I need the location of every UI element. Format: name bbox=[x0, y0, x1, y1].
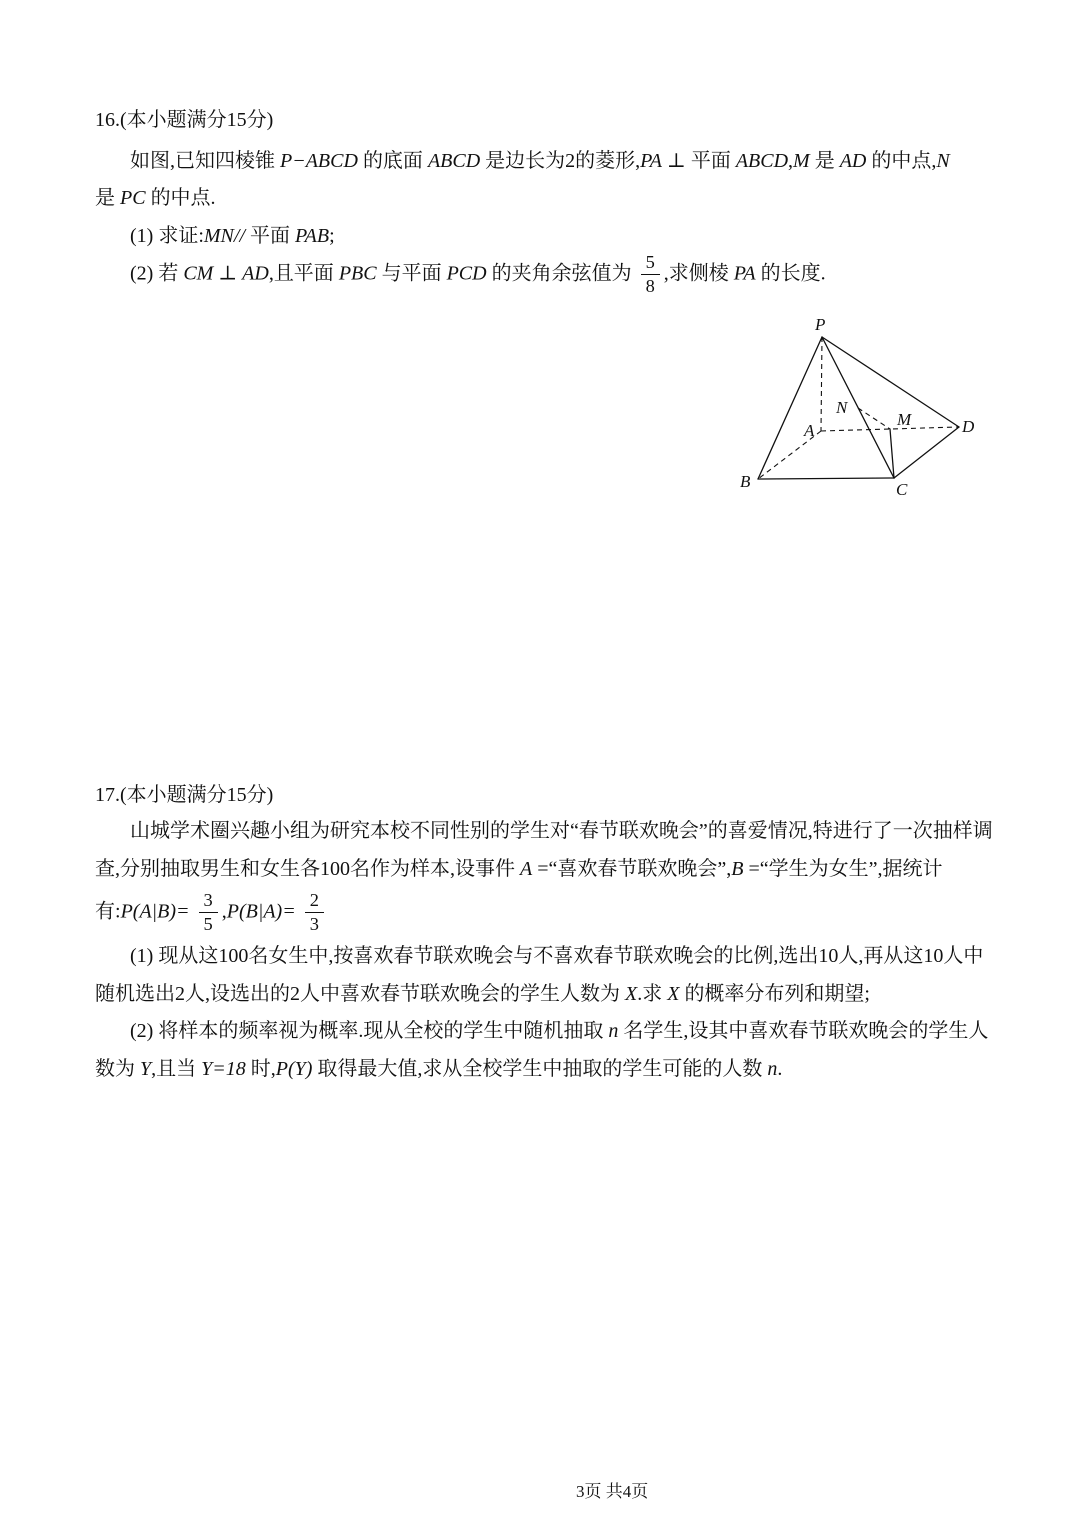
pyramid-hidden-edges bbox=[758, 337, 959, 479]
problem17-intro-line2: 查,分别抽取男生和女生各100名作为样本,设事件 A =“喜欢春节联欢晚会”,B =“学生为女生”,据统计 bbox=[95, 858, 943, 880]
problem17-part2-line1: (2) 将样本的频率视为概率.现从全校的学生中随机抽取 n 名学生,设其中喜欢春节联欢晚会的学生人 bbox=[130, 1020, 989, 1042]
vertex-label-C: C bbox=[896, 480, 908, 499]
midpoint-label-N: N bbox=[836, 398, 848, 417]
vertex-label-P: P bbox=[815, 315, 826, 334]
problem17-part1-line2: 随机选出2人,设选出的2人中喜欢春节联欢晚会的学生人数为 X.求 X 的概率分布列和期望; bbox=[95, 983, 870, 1005]
page-footer: 3页 共4页 bbox=[576, 1482, 649, 1501]
problem16-part2: (2) 若 CM ⊥ AD,且平面 PBC 与平面 PCD 的夹角余弦值为 $\frac{5}{8}$ ,求侧棱 PA 的长度. bbox=[130, 252, 826, 297]
problem17-intro-line3: 有:P(A|B)= $\frac{3}{5}$ ,P(B|A)= $\frac{2}{3}$ bbox=[95, 890, 328, 935]
vertex-label-B: B bbox=[740, 472, 751, 491]
problem16-intro-line1: 如图,已知四棱锥 P−ABCD 的底面 ABCD 是边长为2的菱形,PA ⊥ 平面 ABCD,M 是 AD 的中点,N bbox=[130, 150, 950, 172]
pyramid-figure bbox=[720, 315, 990, 510]
problem16-part1: (1) 求证:MN// 平面 PAB; bbox=[130, 225, 335, 247]
problem17-heading: 17.(本小题满分15分) bbox=[95, 784, 274, 806]
problem17-part1-line1: (1) 现从这100名女生中,按喜欢春节联欢晚会与不喜欢春节联欢晚会的比例,选出10人,再从这10人中 bbox=[130, 945, 984, 967]
vertex-label-A: A bbox=[804, 421, 815, 440]
vertex-label-D: D bbox=[962, 417, 975, 436]
midpoint-label-M: M bbox=[897, 410, 912, 429]
problem16-heading: 16.(本小题满分15分) bbox=[95, 109, 274, 131]
problem17-intro-line1: 山城学术圈兴趣小组为研究本校不同性别的学生对“春节联欢晚会”的喜爱情况,特进行了一次抽样调 bbox=[130, 820, 993, 842]
problem16-intro-line2: 是 PC 的中点. bbox=[95, 187, 216, 209]
problem17-part2-line2: 数为 Y,且当 Y=18 时,P(Y) 取得最大值,求从全校学生中抽取的学生可能的人数 n. bbox=[95, 1058, 783, 1080]
